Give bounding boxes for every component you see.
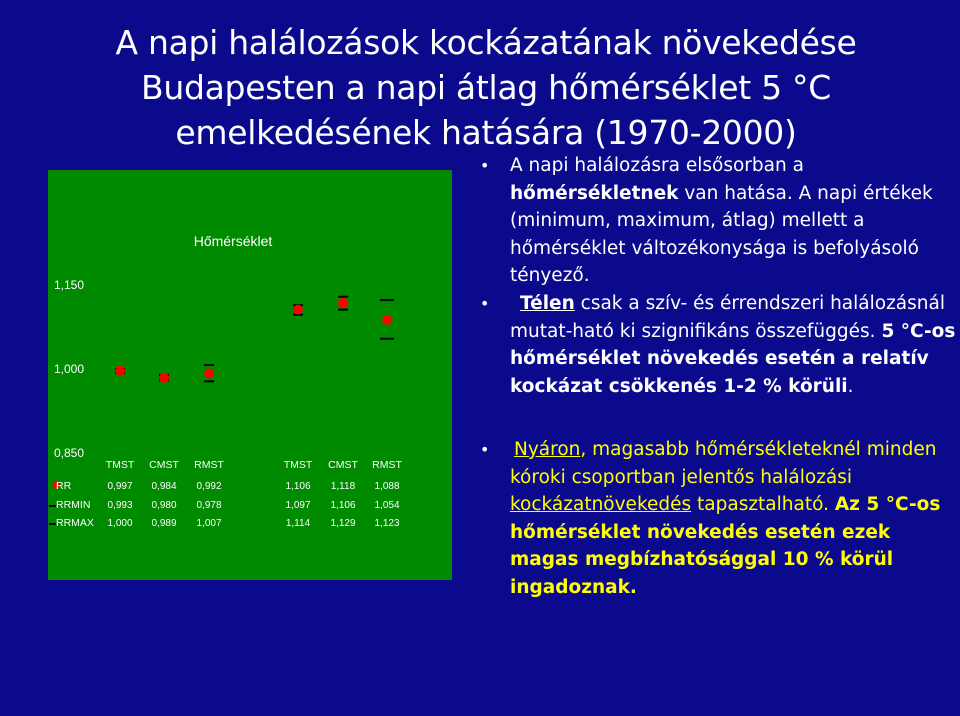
rr-point: [338, 298, 348, 308]
title-line-2: Budapesten a napi átlag hőmérséklet 5 °C: [141, 68, 831, 107]
y-tick-label: 0,850: [54, 446, 85, 460]
bullet-text: Télen: [520, 293, 575, 314]
table-cell: 0,989: [151, 518, 177, 529]
table-cell: 0,992: [196, 481, 222, 492]
title-line-1: A napi halálozások kockázatának növekedése: [115, 23, 857, 62]
rr-point: [382, 315, 392, 325]
category-label: RMST: [194, 459, 224, 471]
bullet-item: [476, 436, 956, 601]
bullet-text: tapasztalható.: [691, 494, 835, 515]
category-label: TMST: [283, 459, 313, 471]
category-label: CMST: [328, 459, 358, 471]
table-cell: 0,993: [107, 500, 133, 511]
chart-area: [48, 170, 452, 580]
table-cell: 1,129: [330, 518, 356, 529]
table-cell: 1,106: [330, 500, 356, 511]
rr-point: [159, 373, 169, 383]
table-cell: 1,123: [374, 518, 400, 529]
table-cell: 1,000: [107, 518, 133, 529]
legend-label: RR: [56, 480, 72, 492]
bullet-text: csak a szív- és érrendszeri halálozásnál mutat-ható ki szignifikáns összefüggés.: [510, 293, 945, 342]
bullet-text: A napi értékek (minimum, maximum, átlag) mellett a hőmérséklet változékonysága is befolyásoló tényező.: [510, 182, 933, 286]
table-cell: 1,007: [196, 518, 222, 529]
bullet-item: [476, 290, 956, 436]
bullet-text: hőmérsékletnek: [510, 182, 679, 204]
bullet-text: 5 °C-os hőmérséklet növekedés esetén a relatív kockázat csökkenés 1-2 % körüli: [510, 320, 956, 397]
rr-point: [115, 366, 125, 376]
bullet-dot: •: [480, 440, 490, 459]
legend-label: RRMAX: [56, 517, 94, 529]
table-cell: 0,997: [107, 481, 133, 492]
chart-title: Hőmérséklet: [193, 233, 273, 249]
table-cell: 0,980: [151, 500, 177, 511]
category-label: RMST: [372, 459, 402, 471]
bullet-list: [476, 152, 956, 601]
bullet-text: Nyáron: [514, 439, 581, 460]
table-cell: 1,054: [374, 500, 400, 511]
bullet-dot: •: [480, 294, 490, 313]
bullet-text: A napi halálozásra elsősorban a: [510, 155, 804, 176]
legend-label: RRMIN: [56, 499, 91, 511]
table-cell: 1,118: [330, 481, 356, 492]
slide-title: [36, 20, 936, 155]
bullet-dot: •: [480, 156, 490, 175]
table-cell: 1,088: [374, 481, 400, 492]
table-cell: 0,984: [151, 481, 177, 492]
bullet-item: [476, 152, 956, 290]
bullet-text: van hatása.: [678, 182, 799, 204]
category-label: TMST: [105, 459, 135, 471]
table-cell: 1,106: [285, 481, 311, 492]
bullet-text: kockázatnövekedés: [510, 494, 692, 515]
rr-point: [204, 368, 214, 378]
table-cell: 0,978: [196, 500, 222, 511]
title-line-3: emelkedésének hatására (1970-2000): [175, 113, 797, 152]
bullet-text: Az 5 °C-os hőmérséklet növekedés esetén ezek magas megbízhatósággal 10 % körül ingadoznak.: [510, 494, 941, 598]
y-tick-label: 1,150: [54, 278, 85, 292]
bullet-text: , magasabb hőmérsékleteknél minden kóroki csoportban jelentős halálozási: [510, 439, 937, 488]
table-cell: 1,114: [285, 518, 311, 529]
bullet-text: .: [847, 375, 854, 397]
chart-svg: [48, 170, 452, 580]
table-cell: 1,097: [285, 500, 311, 511]
category-label: CMST: [149, 459, 179, 471]
rr-point: [293, 305, 303, 315]
y-tick-label: 1,000: [54, 362, 85, 376]
